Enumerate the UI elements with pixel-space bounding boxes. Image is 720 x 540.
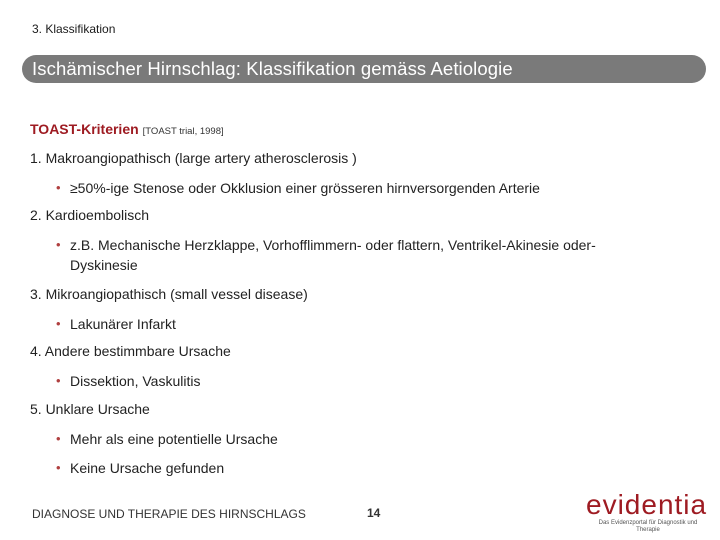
list-item: 2. Kardioembolisch: [30, 207, 150, 223]
bullet-item: [56, 235, 646, 275]
footer-text: DIAGNOSE UND THERAPIE DES HIRNSCHLAGS: [32, 507, 306, 521]
bullet-item: [56, 458, 656, 478]
bullet-item: [56, 178, 656, 198]
logo-tagline: Das Evidenzportal für Diagnostik und Therapie: [598, 520, 698, 533]
bullet-icon: •: [56, 180, 61, 195]
logo-wordmark: evidentia: [586, 489, 708, 520]
bullet-item: [56, 429, 656, 449]
bullet-text: Lakunärer Infarkt: [70, 316, 176, 332]
list-item: 5. Unklare Ursache: [30, 401, 150, 417]
list-item: 1. Makroangiopathisch (large artery atherosclerosis ): [30, 150, 357, 166]
subtitle-heading: TOAST-Kriterien: [30, 121, 139, 137]
bullet-item: [56, 314, 656, 334]
bullet-icon: •: [56, 460, 61, 475]
bullet-text: z.B. Mechanische Herzklappe, Vorhofflimmern- oder flattern, Ventrikel-Akinesie oder-Dyskinesie: [70, 237, 596, 273]
list-item: 4. Andere bestimmbare Ursache: [30, 343, 231, 359]
section-label: 3. Klassifikation: [32, 22, 116, 36]
bullet-text: Keine Ursache gefunden: [70, 460, 225, 476]
bullet-item: [56, 371, 656, 391]
bullet-icon: •: [56, 431, 61, 446]
bullet-icon: •: [56, 316, 61, 331]
slide-title: Ischämischer Hirnschlag: Klassifikation gemäss Aetiologie: [32, 58, 513, 79]
page-number: 14: [367, 506, 381, 520]
bullet-text: ≥50%-ige Stenose oder Okklusion einer grösseren hirnversorgenden Arterie: [70, 180, 540, 196]
title-bar: [22, 55, 706, 83]
list-item: 3. Mikroangiopathisch (small vessel disease): [30, 286, 308, 302]
bullet-text: Mehr als eine potentielle Ursache: [70, 431, 278, 447]
bullet-text: Dissektion, Vaskulitis: [70, 373, 201, 389]
bullet-icon: •: [56, 237, 61, 252]
subtitle: [30, 121, 224, 137]
evidentia-logo: [586, 490, 706, 536]
bullet-icon: •: [56, 373, 61, 388]
subtitle-reference: [TOAST trial, 1998]: [142, 126, 224, 137]
